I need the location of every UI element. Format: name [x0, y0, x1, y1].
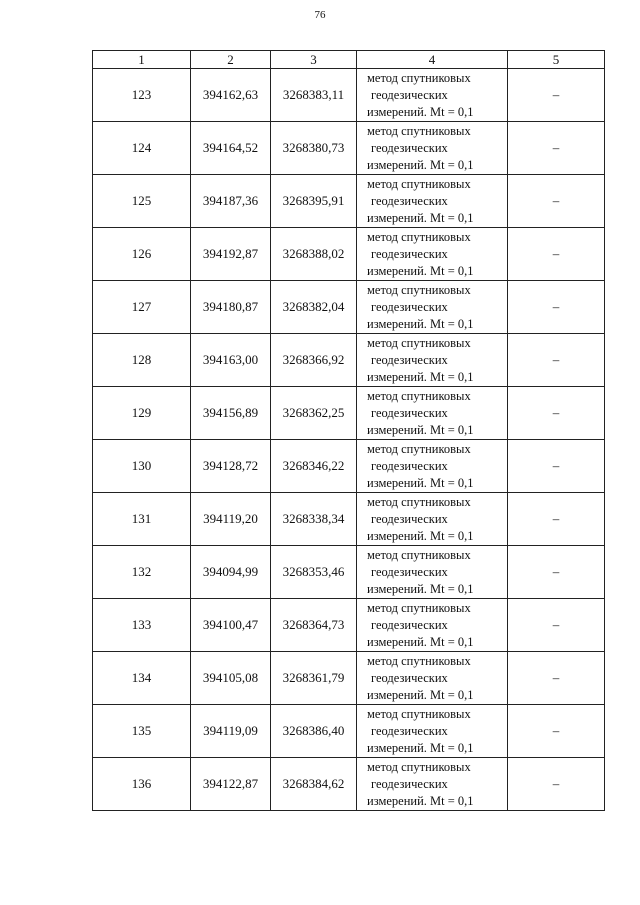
method-cell	[357, 705, 508, 758]
point-number-cell: 136	[93, 758, 191, 811]
method-line: измерений. Mt = 0,1	[367, 793, 474, 808]
method-cell	[357, 122, 508, 175]
method-line: геодезических	[371, 670, 448, 685]
method-line: измерений. Mt = 0,1	[367, 634, 474, 649]
x-coordinate-cell: 394128,72	[191, 440, 271, 493]
point-number-cell: 132	[93, 546, 191, 599]
point-number-cell: 131	[93, 493, 191, 546]
method-cell	[357, 175, 508, 228]
x-coordinate-cell: 394192,87	[191, 228, 271, 281]
method-line: измерений. Mt = 0,1	[367, 528, 474, 543]
y-coordinate-cell: 3268362,25	[271, 387, 357, 440]
point-number-cell: 135	[93, 705, 191, 758]
method-line: геодезических	[371, 352, 448, 367]
method-cell	[357, 281, 508, 334]
method-cell	[357, 652, 508, 705]
header-col-2: 2	[191, 51, 271, 69]
note-cell: –	[508, 652, 605, 705]
x-coordinate-cell: 394163,00	[191, 334, 271, 387]
method-line: геодезических	[371, 299, 448, 314]
method-cell	[357, 69, 508, 122]
point-number-cell: 125	[93, 175, 191, 228]
x-coordinate-cell: 394100,47	[191, 599, 271, 652]
method-line: измерений. Mt = 0,1	[367, 210, 474, 225]
y-coordinate-cell: 3268382,04	[271, 281, 357, 334]
point-number-cell: 129	[93, 387, 191, 440]
method-line: метод спутниковых	[367, 653, 471, 668]
method-line: геодезических	[371, 617, 448, 632]
table-row	[93, 652, 605, 705]
table-row	[93, 758, 605, 811]
method-line: геодезических	[371, 776, 448, 791]
y-coordinate-cell: 3268386,40	[271, 705, 357, 758]
note-cell: –	[508, 387, 605, 440]
table-row	[93, 334, 605, 387]
method-line: измерений. Mt = 0,1	[367, 581, 474, 596]
method-line: метод спутниковых	[367, 335, 471, 350]
method-cell	[357, 758, 508, 811]
x-coordinate-cell: 394119,09	[191, 705, 271, 758]
table-row	[93, 705, 605, 758]
y-coordinate-cell: 3268383,11	[271, 69, 357, 122]
table-row	[93, 440, 605, 493]
point-number-cell: 123	[93, 69, 191, 122]
method-line: геодезических	[371, 87, 448, 102]
header-col-5: 5	[508, 51, 605, 69]
method-line: геодезических	[371, 246, 448, 261]
method-line: геодезических	[371, 564, 448, 579]
x-coordinate-cell: 394180,87	[191, 281, 271, 334]
table-row	[93, 228, 605, 281]
method-cell	[357, 228, 508, 281]
y-coordinate-cell: 3268361,79	[271, 652, 357, 705]
method-line: измерений. Mt = 0,1	[367, 687, 474, 702]
header-col-3: 3	[271, 51, 357, 69]
header-row	[93, 51, 605, 69]
y-coordinate-cell: 3268346,22	[271, 440, 357, 493]
x-coordinate-cell: 394164,52	[191, 122, 271, 175]
note-cell: –	[508, 281, 605, 334]
table-row	[93, 493, 605, 546]
y-coordinate-cell: 3268388,02	[271, 228, 357, 281]
method-line: метод спутниковых	[367, 70, 471, 85]
y-coordinate-cell: 3268338,34	[271, 493, 357, 546]
note-cell: –	[508, 546, 605, 599]
table-header	[93, 51, 605, 69]
method-line: измерений. Mt = 0,1	[367, 157, 474, 172]
y-coordinate-cell: 3268364,73	[271, 599, 357, 652]
method-line: измерений. Mt = 0,1	[367, 740, 474, 755]
method-line: метод спутниковых	[367, 759, 471, 774]
y-coordinate-cell: 3268353,46	[271, 546, 357, 599]
point-number-cell: 127	[93, 281, 191, 334]
x-coordinate-cell: 394105,08	[191, 652, 271, 705]
table-row	[93, 69, 605, 122]
method-line: метод спутниковых	[367, 494, 471, 509]
method-line: метод спутниковых	[367, 706, 471, 721]
method-line: геодезических	[371, 405, 448, 420]
table-row	[93, 546, 605, 599]
method-cell	[357, 599, 508, 652]
point-number-cell: 134	[93, 652, 191, 705]
coordinates-table	[92, 50, 605, 811]
method-line: измерений. Mt = 0,1	[367, 369, 474, 384]
method-cell	[357, 440, 508, 493]
x-coordinate-cell: 394094,99	[191, 546, 271, 599]
table-body	[93, 69, 605, 811]
method-cell	[357, 387, 508, 440]
y-coordinate-cell: 3268384,62	[271, 758, 357, 811]
method-line: метод спутниковых	[367, 282, 471, 297]
y-coordinate-cell: 3268395,91	[271, 175, 357, 228]
table-row	[93, 387, 605, 440]
y-coordinate-cell: 3268366,92	[271, 334, 357, 387]
x-coordinate-cell: 394122,87	[191, 758, 271, 811]
method-line: геодезических	[371, 140, 448, 155]
note-cell: –	[508, 228, 605, 281]
note-cell: –	[508, 175, 605, 228]
header-col-4: 4	[357, 51, 508, 69]
table-row	[93, 122, 605, 175]
note-cell: –	[508, 440, 605, 493]
method-line: геодезических	[371, 723, 448, 738]
point-number-cell: 126	[93, 228, 191, 281]
method-line: геодезических	[371, 193, 448, 208]
note-cell: –	[508, 599, 605, 652]
method-line: геодезических	[371, 458, 448, 473]
method-line: метод спутниковых	[367, 123, 471, 138]
point-number-cell: 133	[93, 599, 191, 652]
x-coordinate-cell: 394162,63	[191, 69, 271, 122]
method-line: метод спутниковых	[367, 441, 471, 456]
method-cell	[357, 334, 508, 387]
table-row	[93, 175, 605, 228]
note-cell: –	[508, 493, 605, 546]
method-line: геодезических	[371, 511, 448, 526]
method-line: измерений. Mt = 0,1	[367, 263, 474, 278]
table-row	[93, 281, 605, 334]
y-coordinate-cell: 3268380,73	[271, 122, 357, 175]
note-cell: –	[508, 705, 605, 758]
point-number-cell: 128	[93, 334, 191, 387]
page-number: 76	[314, 9, 326, 21]
point-number-cell: 124	[93, 122, 191, 175]
method-line: метод спутниковых	[367, 229, 471, 244]
method-line: измерений. Mt = 0,1	[367, 422, 474, 437]
x-coordinate-cell: 394156,89	[191, 387, 271, 440]
note-cell: –	[508, 122, 605, 175]
note-cell: –	[508, 758, 605, 811]
method-line: метод спутниковых	[367, 388, 471, 403]
method-line: измерений. Mt = 0,1	[367, 475, 474, 490]
method-cell	[357, 493, 508, 546]
point-number-cell: 130	[93, 440, 191, 493]
method-line: метод спутниковых	[367, 547, 471, 562]
method-line: метод спутниковых	[367, 600, 471, 615]
method-line: измерений. Mt = 0,1	[367, 316, 474, 331]
note-cell: –	[508, 334, 605, 387]
method-line: метод спутниковых	[367, 176, 471, 191]
note-cell: –	[508, 69, 605, 122]
x-coordinate-cell: 394119,20	[191, 493, 271, 546]
method-cell	[357, 546, 508, 599]
method-line: измерений. Mt = 0,1	[367, 104, 474, 119]
header-col-1: 1	[93, 51, 191, 69]
x-coordinate-cell: 394187,36	[191, 175, 271, 228]
table-row	[93, 599, 605, 652]
